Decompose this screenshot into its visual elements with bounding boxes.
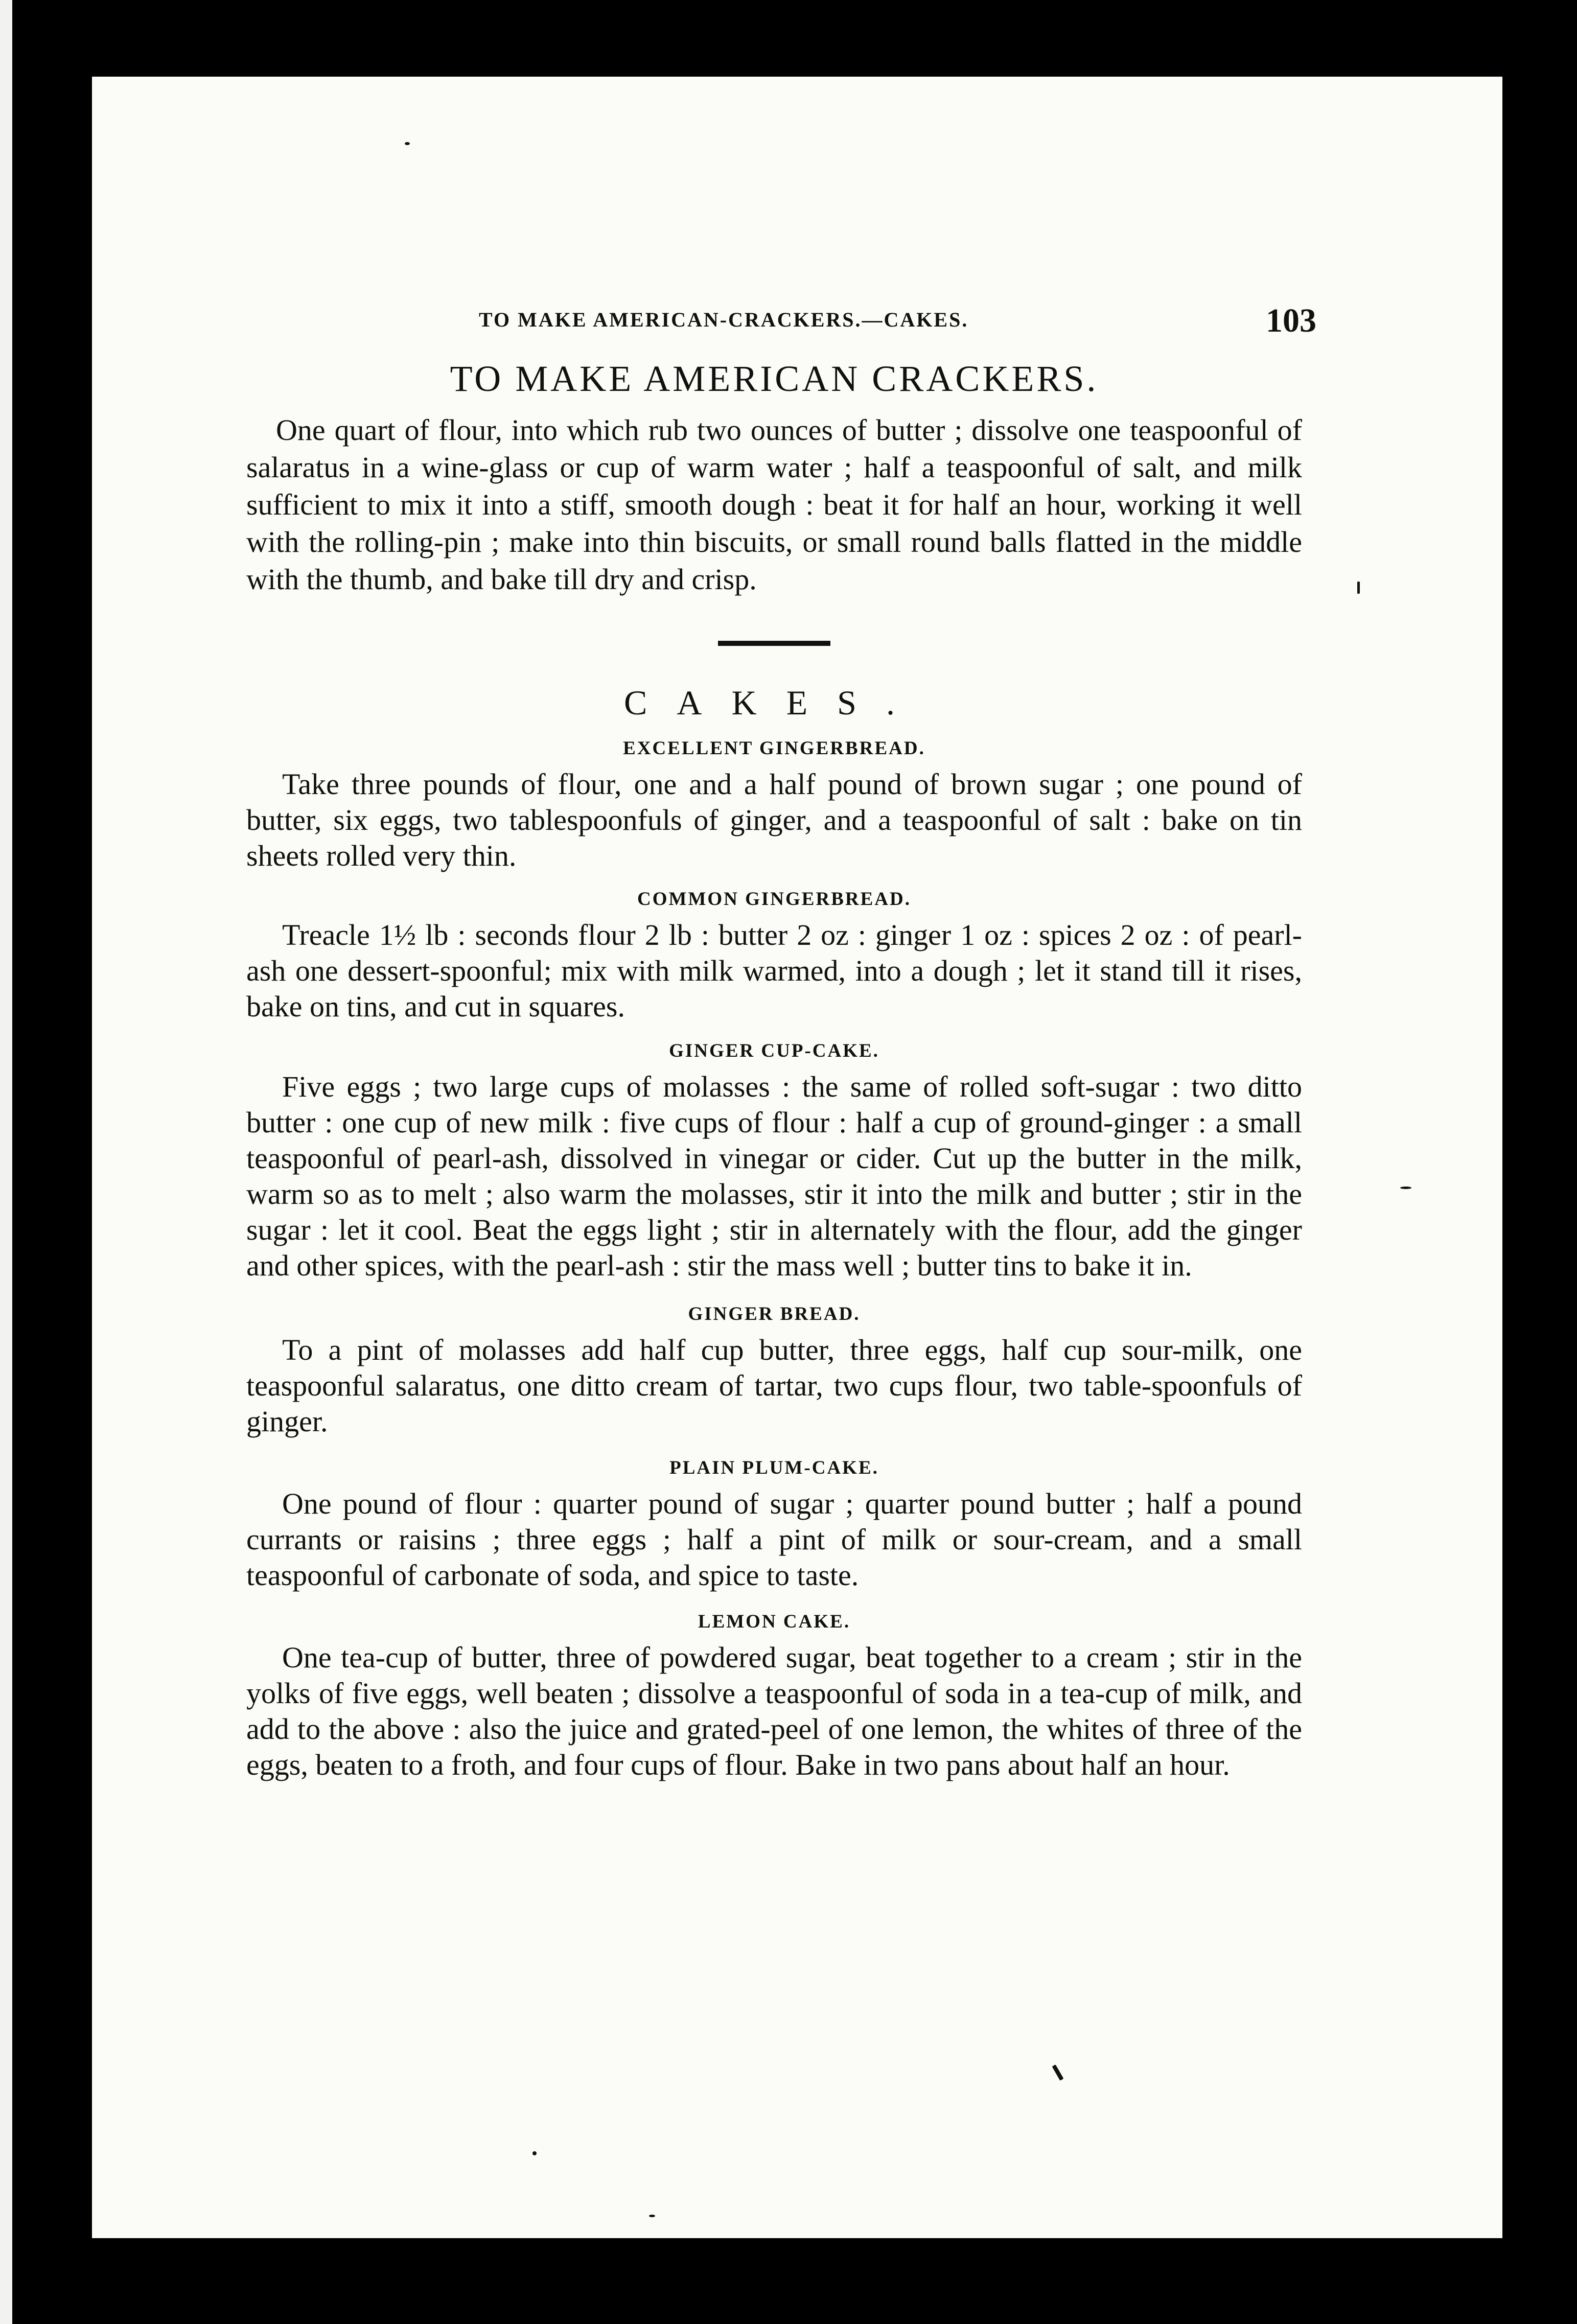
cakes-section-title: CAKES.: [624, 683, 924, 722]
recipe-text: Treacle 1½ lb : seconds flour 2 lb : butter 2 oz : ginger 1 oz : spices 2 oz : of pearl-ash one dessert-spoonful; mix with milk warmed, into a dough ; let it stand till it rises, bake on tins, and cut in squares.: [246, 918, 1302, 1023]
recipe-common-gingerbread: [246, 888, 1302, 1025]
recipe-text: One tea-cup of butter, three of powdered sugar, beat together to a cream ; stir in the yolks of five eggs, well beaten ; dissolve a teaspoonful of soda in a tea-cup of milk, and add to the above : also the juice and grated-peel of one lemon, the whites of three of the eggs, beaten to a froth, and four cups of flour. Bake in two pans about half an hour.: [246, 1641, 1302, 1781]
recipe-plain-plum-cake: [246, 1457, 1302, 1593]
recipe-text: Five eggs ; two large cups of molasses : the same of rolled soft-sugar : two ditto butter : one cup of new milk : five cups of flour : half a cup of ground-ginger : a small teaspoonful of pearl-ash, dissolved in vinegar or cider. Cut up the butter in the milk, warm so as to melt ; also warm the molasses, stir it into the milk and butter ; stir in the sugar : let it cool. Beat the eggs light ; stir in alternately with the flour, add the ginger and other spices, with the pearl-ash : stir the mass well ; butter tins to bake it in.: [246, 1070, 1302, 1282]
recipe-excellent-gingerbread: [246, 737, 1302, 874]
recipe-title: COMMON GINGERBREAD.: [637, 889, 911, 910]
ink-speck: [1400, 1187, 1411, 1189]
ink-speck: [649, 2215, 655, 2217]
recipe-text: One pound of flour : quarter pound of sugar ; quarter pound butter ; half a pound currants or raisins ; three eggs ; half a pint of milk or sour-cream, and a small teaspoonful of carbonate of soda, and spice to taste.: [246, 1487, 1302, 1592]
book-page: [92, 77, 1502, 2238]
section-divider: [718, 641, 830, 646]
recipe-title: GINGER BREAD.: [688, 1304, 861, 1324]
recipe-text: To a pint of molasses add half cup butter, three eggs, half cup sour-milk, one teaspoonful salaratus, one ditto cream of tartar, two cups flour, two table-spoonfuls of ginger.: [246, 1333, 1302, 1438]
crackers-title: TO MAKE AMERICAN CRACKERS.: [450, 358, 1099, 399]
recipe-title: LEMON CAKE.: [698, 1611, 851, 1632]
running-head: [246, 230, 1316, 339]
recipe-title: EXCELLENT GINGERBREAD.: [623, 738, 925, 759]
ink-speck: [405, 142, 410, 145]
recipe-title: PLAIN PLUM-CAKE.: [669, 1457, 879, 1478]
page-number: 103: [1266, 302, 1316, 339]
scan-left-strip: [0, 0, 12, 2324]
recipe-ginger-bread: [246, 1303, 1302, 1439]
recipe-lemon-cake: [246, 1611, 1302, 1783]
ink-speck: [532, 2151, 537, 2155]
running-title: TO MAKE AMERICAN-CRACKERS.—CAKES.: [479, 308, 969, 331]
ink-speck: [1052, 2064, 1064, 2081]
recipe-ginger-cup-cake: [246, 1040, 1302, 1284]
recipe-title: GINGER CUP-CAKE.: [669, 1040, 879, 1061]
recipe-text: Take three pounds of flour, one and a half pound of brown sugar ; one pound of butter, six eggs, two tablespoonfuls of ginger, and a teaspoonful of salt : bake on tin sheets rolled very thin.: [246, 768, 1302, 872]
ink-speck: [1357, 582, 1360, 594]
page-content: [246, 230, 1316, 1783]
crackers-text: One quart of flour, into which rub two ounces of butter ; dissolve one teaspoonful of salaratus in a wine-glass or cup of warm water ; half a teaspoonful of salt, and milk sufficient to mix it into a stiff, smooth dough : beat it for half an hour, working it well with the rolling-pin ; make into thin biscuits, or small round balls flatted in the middle with the thumb, and bake till dry and crisp.: [246, 413, 1302, 596]
